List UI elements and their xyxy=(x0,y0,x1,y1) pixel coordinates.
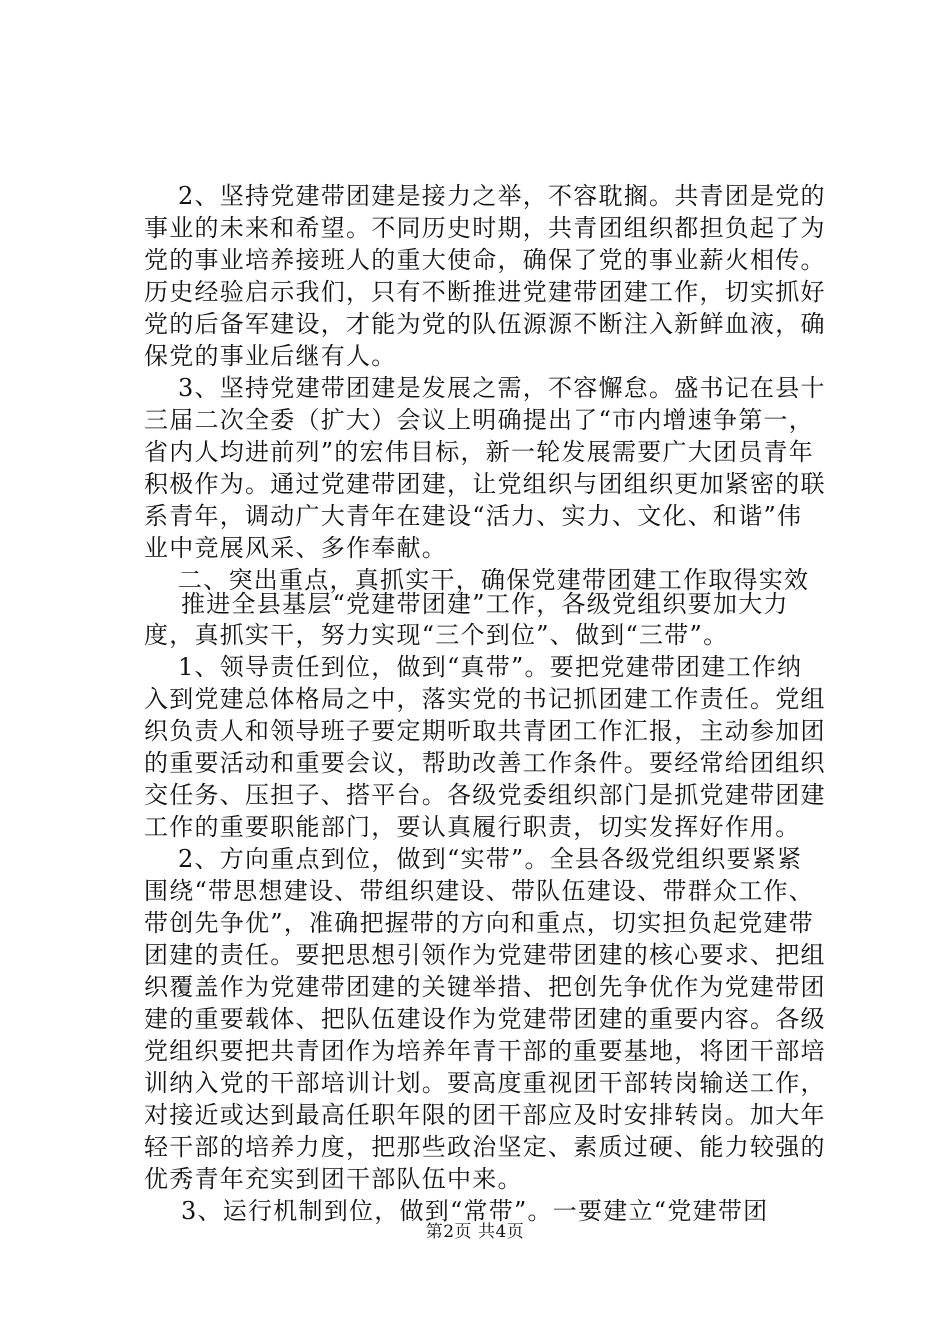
text-line: 工作的重要职能部门，要认真履行职责，切实发挥好作用。 xyxy=(144,813,801,841)
text-line: 带创先争优”，准确把握带的方向和重点，切实担负起党建带 xyxy=(144,909,815,937)
text-line: 建的重要载体、把队伍建设作为党建带团建的重要内容。各级 xyxy=(144,1005,826,1033)
text-line: 训纳入党的干部培训计划。要高度重视团干部转岗输送工作， xyxy=(144,1069,826,1097)
text-line: 党组织要把共青团作为培养年青干部的重要基地，将团干部培 xyxy=(144,1037,826,1065)
text-line: 党的后备军建设，才能为党的队伍源源不断注入新鲜血液，确 xyxy=(144,310,826,338)
text-line: 系青年，调动广大青年在建设“活力、实力、文化、和谐”伟 xyxy=(144,502,803,530)
text-line: 3、运行机制到位，做到“常带”。一要建立“党建带团 xyxy=(181,1197,769,1225)
text-line: 的重要活动和重要会议，帮助改善工作条件。要经常给团组织 xyxy=(144,749,826,777)
text-line: 围绕“带思想建设、带组织建设、带队伍建设、带群众工作、 xyxy=(144,877,815,905)
text-line: 党的事业培养接班人的重大使命，确保了党的事业薪火相传。 xyxy=(144,246,826,274)
text-line: 优秀青年充实到团干部队伍中来。 xyxy=(144,1165,523,1193)
text-line: 织覆盖作为党建带团建的关键举措、把创先争优作为党建带团 xyxy=(144,973,826,1001)
text-line: 交任务、压担子、搭平台。各级党委组织部门是抓党建带团建 xyxy=(144,781,826,809)
text-line: 历史经验启示我们，只有不断推进党建带团建工作，切实抓好 xyxy=(144,278,826,306)
text-line: 1、领导责任到位，做到“真带”。要把党建带团建工作纳 xyxy=(178,653,803,681)
text-line: 积极作为。通过党建带团建，让党组织与团组织更加紧密的联 xyxy=(144,470,826,498)
text-line: 保党的事业后继有人。 xyxy=(144,342,397,370)
text-line: 3、坚持党建带团建是发展之需，不容懈怠。盛书记在县十 xyxy=(178,374,826,402)
text-line: 2、坚持党建带团建是接力之举，不容耽搁。共青团是党的 xyxy=(178,182,826,210)
text-line: 二、突出重点，真抓实干，确保党建带团建工作取得实效 xyxy=(178,566,810,594)
text-line: 轻干部的培养力度，把那些政治坚定、素质过硬、能力较强的 xyxy=(144,1133,826,1161)
text-line: 团建的责任。要把思想引领作为党建带团建的核心要求、把组 xyxy=(144,941,826,969)
text-line: 事业的未来和希望。不同历史时期，共青团组织都担负起了为 xyxy=(144,214,826,242)
text-line: 对接近或达到最高任职年限的团干部应及时安排转岗。加大年 xyxy=(144,1101,826,1129)
text-line: 业中竞展风采、多作奉献。 xyxy=(144,534,447,562)
text-line: 三届二次全委（扩大）会议上明确提出了“市内增速争第一， xyxy=(144,406,815,434)
text-line: 入到党建总体格局之中，落实党的书记抓团建工作责任。党组 xyxy=(144,685,826,713)
page-footer: 第2页 共4页 xyxy=(425,1222,525,1242)
text-line: 省内人均进前列”的宏伟目标，新一轮发展需要广大团员青年 xyxy=(144,438,815,466)
text-line: 2、方向重点到位，做到“实带”。全县各级党组织要紧紧 xyxy=(178,845,803,873)
text-line: 度，真抓实干，努力实现“三个到位”、做到“三带”。 xyxy=(144,621,729,649)
text-line: 织负责人和领导班子要定期听取共青团工作汇报，主动参加团 xyxy=(144,717,826,745)
text-line: 推进全县基层“党建带团建”工作，各级党组织要加大力 xyxy=(181,590,789,618)
